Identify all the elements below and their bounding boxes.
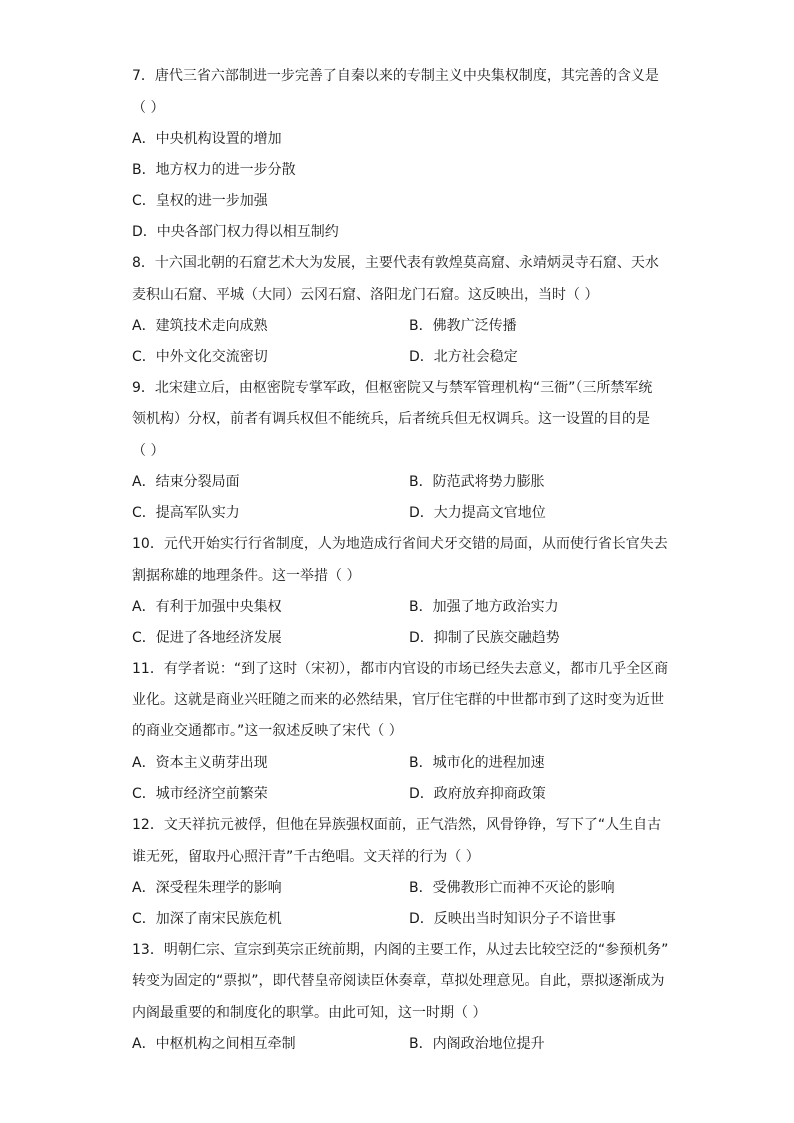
question-8-option-d: D．北方社会稳定 — [409, 349, 518, 365]
question-7-option-c: C．皇权的进一步加强 — [132, 193, 268, 209]
question-9-option-a: A．结束分裂局面 — [132, 474, 240, 490]
question-8-option-b: B．佛教广泛传播 — [409, 318, 517, 334]
question-11-line-3: 的商业交通都市。”这一叙述反映了宋代（ ） — [132, 723, 403, 739]
question-10-line-2: 割据称雄的地理条件。这一举措（ ） — [132, 568, 361, 584]
question-12-option-c: C．加深了南宋民族危机 — [132, 911, 282, 927]
question-9-option-d: D．大力提高文官地位 — [409, 505, 546, 521]
question-12-line-1: 12．文天祥抗元被俘，但他在异族强权面前，正气浩然，风骨铮铮，写下了“人生自古 — [132, 817, 662, 833]
question-13-option-b: B．内阁政治地位提升 — [409, 1036, 545, 1052]
question-10-option-b: B．加强了地方政治实力 — [409, 599, 559, 615]
question-11-line-1: 11．有学者说：“到了这时（宋初），都市内官设的市场已经失去意义，都市几乎全区商 — [132, 661, 669, 677]
question-10-option-a: A．有利于加强中央集权 — [132, 599, 282, 615]
question-10-line-1: 10．元代开始实行行省制度，人为地造成行省间犬牙交错的局面，从而使行省长官失去 — [132, 536, 668, 552]
question-7-line-1: 7．唐代三省六部制进一步完善了自秦以来的专制主义中央集权制度，其完善的含义是 — [132, 68, 659, 84]
question-11-option-a: A．资本主义萌芽出现 — [132, 755, 268, 771]
question-13-line-1: 13．明朝仁宗、宣宗到英宗正统前期，内阁的主要工作，从过去比较空泛的“参预机务” — [132, 942, 669, 958]
question-8-option-c: C．中外文化交流密切 — [132, 349, 268, 365]
question-12-line-2: 谁无死，留取丹心照汗青”千古绝唱。文天祥的行为（ ） — [132, 849, 480, 865]
question-7-option-b: B．地方权力的进一步分散 — [132, 162, 296, 178]
question-10-option-c: C．促进了各地经济发展 — [132, 630, 282, 646]
question-11-option-d: D．政府放弃抑商政策 — [409, 786, 546, 802]
question-13-line-3: 内阁最重要的和制度化的职掌。由此可知，这一时期（ ） — [132, 1005, 487, 1021]
question-7-line-2: （ ） — [132, 100, 165, 116]
question-9-line-1: 9．北宋建立后，由枢密院专掌军政，但枢密院又与禁军管理机构“三衙”（三所禁军统 — [132, 380, 653, 396]
question-12-option-b: B．受佛教形亡而神不灭论的影响 — [409, 880, 615, 896]
question-8-line-2: 麦积山石窟、平城（大同）云冈石窟、洛阳龙门石窟。这反映出，当时（ ） — [132, 287, 599, 303]
question-11-option-c: C．城市经济空前繁荣 — [132, 786, 268, 802]
question-7-option-d: D．中央各部门权力得以相互制约 — [132, 224, 339, 240]
question-8-line-1: 8．十六国北朝的石窟艺术大为发展，主要代表有敦煌莫高窟、永靖炳灵寺石窟、天水 — [132, 255, 659, 271]
question-11-option-b: B．城市化的进程加速 — [409, 755, 545, 771]
question-8-option-a: A．建筑技术走向成熟 — [132, 318, 268, 334]
question-9-option-c: C．提高军队实力 — [132, 505, 240, 521]
question-9-line-2: 领机构）分权，前者有调兵权但不能统兵，后者统兵但无权调兵。这一设置的目的是 — [132, 411, 650, 427]
question-13-line-2: 转变为固定的“票拟”，即代替皇帝阅读臣休奏章，草拟处理意见。自此，票拟逐渐成为 — [132, 973, 665, 989]
question-7-option-a: A．中央机构设置的增加 — [132, 131, 282, 147]
question-12-option-a: A．深受程朱理学的影响 — [132, 880, 282, 896]
question-9-option-b: B．防范武将势力膨胀 — [409, 474, 545, 490]
question-11-line-2: 业化。这就是商业兴旺随之而来的必然结果，官厅住宅群的中世都市到了这时变为近世 — [132, 692, 664, 708]
question-13-option-a: A．中枢机构之间相互牵制 — [132, 1036, 296, 1052]
question-9-line-3: （ ） — [132, 443, 165, 459]
question-10-option-d: D．抑制了民族交融趋势 — [409, 630, 560, 646]
question-12-option-d: D．反映出当时知识分子不谙世事 — [409, 911, 616, 927]
